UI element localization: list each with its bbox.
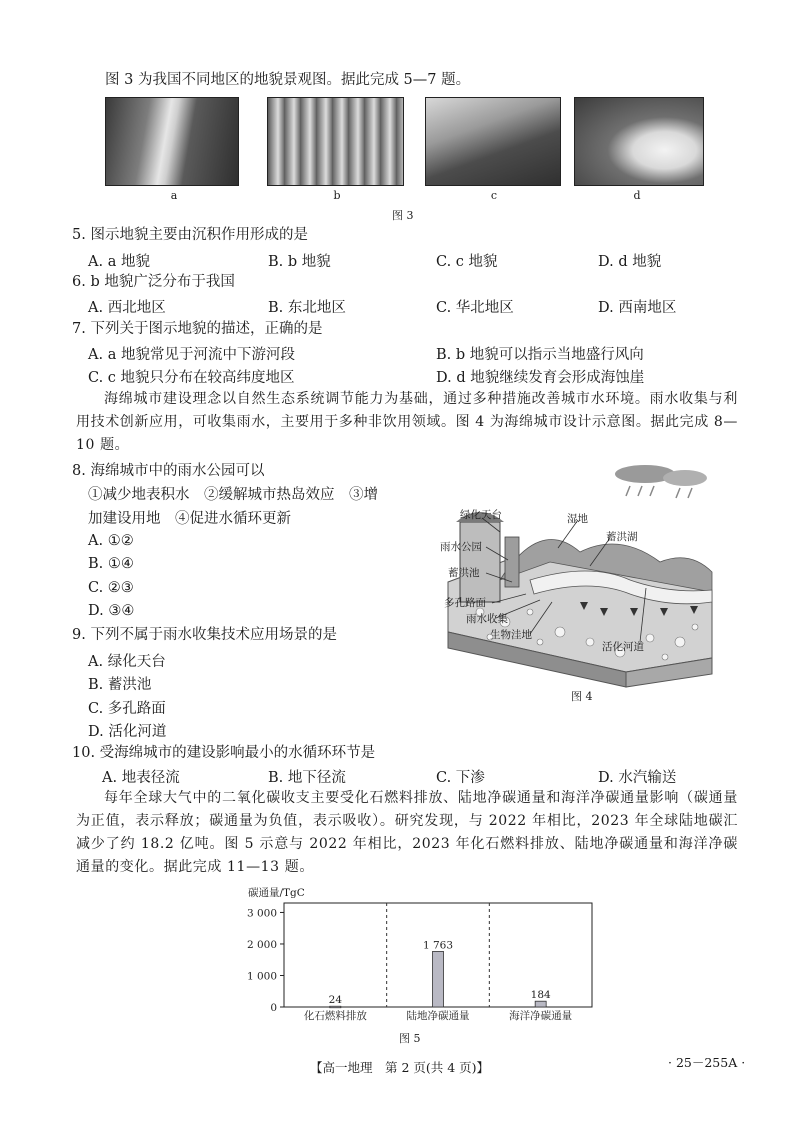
q10-option-c[interactable]: C. 下渗 bbox=[436, 770, 485, 786]
bar-value-label: 24 bbox=[328, 994, 343, 1007]
fig4-label-flood-lake: 蓄洪湖 bbox=[606, 531, 638, 543]
fig3-label-a: a bbox=[170, 189, 178, 202]
q7-option-d[interactable]: D. d 地貌继续发育会形成海蚀崖 bbox=[436, 370, 645, 386]
q7-option-c[interactable]: C. c 地貌只分布在较高纬度地区 bbox=[88, 370, 295, 386]
fig4-label-flood-pool: 蓄洪池 bbox=[448, 567, 480, 579]
q8-option-d[interactable]: D. ③④ bbox=[88, 603, 135, 619]
q10-option-d[interactable]: D. 水汽输送 bbox=[598, 770, 677, 786]
q6-option-c[interactable]: C. 华北地区 bbox=[436, 300, 514, 316]
q8-option-a[interactable]: A. ①② bbox=[88, 533, 134, 549]
intro-carbon: 每年全球大气中的二氧化碳收支主要受化石燃料排放、陆地净碳通量和海洋净碳通量影响（碳通量为正值，表示释放；碳通量为负值，表示吸收）。研究发现，与 2022 年相比，2023 年全球陆地碳汇减少了约 18.2 亿吨。图 5 示意与 2022 年相比，2023 年化石燃料排放、陆地净碳通量和海洋净碳通量的变化。据此完成 11—13 题。 bbox=[76, 790, 738, 875]
q9-option-b[interactable]: B. 蓄洪池 bbox=[88, 677, 152, 693]
q8-option-c[interactable]: C. ②③ bbox=[88, 580, 134, 596]
q9-option-a[interactable]: A. 绿化天台 bbox=[88, 654, 166, 670]
y-tick-label: 3 000 bbox=[246, 907, 277, 920]
q8-stem: 8. 海绵城市中的雨水公园可以 bbox=[72, 463, 265, 479]
landform-b-photo bbox=[267, 97, 404, 186]
q8-statements-line2: 加建设用地 ④促进水循环更新 bbox=[88, 511, 291, 527]
q9-option-d[interactable]: D. 活化河道 bbox=[88, 724, 167, 740]
q6-option-a[interactable]: A. 西北地区 bbox=[88, 300, 166, 316]
x-category-label: 化石燃料排放 bbox=[303, 1010, 367, 1022]
fig3-label-b: b bbox=[333, 189, 341, 202]
q10-option-b[interactable]: B. 地下径流 bbox=[268, 770, 346, 786]
q10-stem: 10. 受海绵城市的建设影响最小的水循环环节是 bbox=[72, 745, 376, 761]
q7-stem: 7. 下列关于图示地貌的描述，正确的是 bbox=[72, 321, 323, 337]
q9-stem: 9. 下列不属于雨水收集技术应用场景的是 bbox=[72, 627, 337, 643]
q6-stem: 6. b 地貌广泛分布于我国 bbox=[72, 274, 235, 290]
bar bbox=[433, 951, 444, 1007]
q5-option-c[interactable]: C. c 地貌 bbox=[436, 254, 498, 270]
q5-option-d[interactable]: D. d 地貌 bbox=[598, 254, 662, 270]
fig4-label-porous-road: 多孔路面 bbox=[444, 597, 486, 609]
chart-ylabel: 碳通量/TgC bbox=[248, 887, 305, 899]
exam-code: · 25－255A · bbox=[668, 1055, 746, 1070]
x-category-label: 陆地净碳通量 bbox=[406, 1010, 470, 1022]
q8-option-b[interactable]: B. ①④ bbox=[88, 556, 134, 572]
fig3-label-c: c bbox=[490, 189, 498, 202]
fig4-label-wetland: 湿地 bbox=[567, 513, 588, 525]
landform-c-photo bbox=[425, 97, 561, 186]
q5-stem: 5. 图示地貌主要由沉积作用形成的是 bbox=[72, 227, 308, 243]
landform-d-photo bbox=[574, 97, 704, 186]
rain-cloud-icon bbox=[615, 465, 707, 498]
q9-option-c[interactable]: C. 多孔路面 bbox=[88, 701, 166, 717]
q6-option-d[interactable]: D. 西南地区 bbox=[598, 300, 677, 316]
page-footer: 【高一地理 第 2 页(共 4 页)】 bbox=[310, 1060, 490, 1075]
intro-sponge: 海绵城市建设理念以自然生态系统调节能力为基础，通过多种措施改善城市水环境。雨水收集与利用技术创新应用，可收集雨水，主要用于多种非饮用领域。图 4 为海绵城市设计示意图。据此完成 8—10 题。 bbox=[76, 391, 738, 453]
y-tick-label: 1 000 bbox=[246, 970, 277, 983]
q10-option-a[interactable]: A. 地表径流 bbox=[102, 770, 180, 786]
q6-option-b[interactable]: B. 东北地区 bbox=[268, 300, 346, 316]
fig4-label-bio-depression: 生物洼地 bbox=[490, 629, 532, 641]
fig3-caption: 图 3 bbox=[392, 209, 414, 222]
q8-statements-line1: ①减少地表积水 ②缓解城市热岛效应 ③增 bbox=[88, 487, 378, 503]
carbon-flux-chart bbox=[230, 895, 610, 1025]
q5-option-a[interactable]: A. a 地貌 bbox=[88, 254, 150, 270]
fig4-label-green-roof: 绿化天台 bbox=[460, 509, 502, 521]
q7-option-b[interactable]: B. b 地貌可以指示当地盛行风向 bbox=[436, 347, 644, 363]
q5-option-b[interactable]: B. b 地貌 bbox=[268, 254, 331, 270]
fig3-label-d: d bbox=[633, 189, 641, 202]
fig4-caption: 图 4 bbox=[571, 690, 593, 703]
bar bbox=[535, 1001, 546, 1007]
bar-value-label: 184 bbox=[530, 989, 551, 1002]
y-tick-label: 2 000 bbox=[246, 938, 277, 951]
fig4-label-living-river: 活化河道 bbox=[602, 641, 644, 653]
y-tick-label: 0 bbox=[270, 1002, 277, 1014]
fig4-label-rain-park: 雨水公园 bbox=[440, 541, 482, 553]
landform-a-photo bbox=[105, 97, 239, 186]
fig4-label-rain-collect: 雨水收集 bbox=[466, 613, 508, 625]
fig5-caption: 图 5 bbox=[399, 1032, 421, 1045]
x-category-label: 海洋净碳通量 bbox=[509, 1010, 573, 1022]
q7-option-a[interactable]: A. a 地貌常见于河流中下游河段 bbox=[88, 347, 295, 363]
intro-fig3: 图 3 为我国不同地区的地貌景观图。据此完成 5—7 题。 bbox=[105, 72, 471, 88]
bar-value-label: 1 763 bbox=[422, 939, 454, 952]
bar bbox=[330, 1006, 341, 1008]
